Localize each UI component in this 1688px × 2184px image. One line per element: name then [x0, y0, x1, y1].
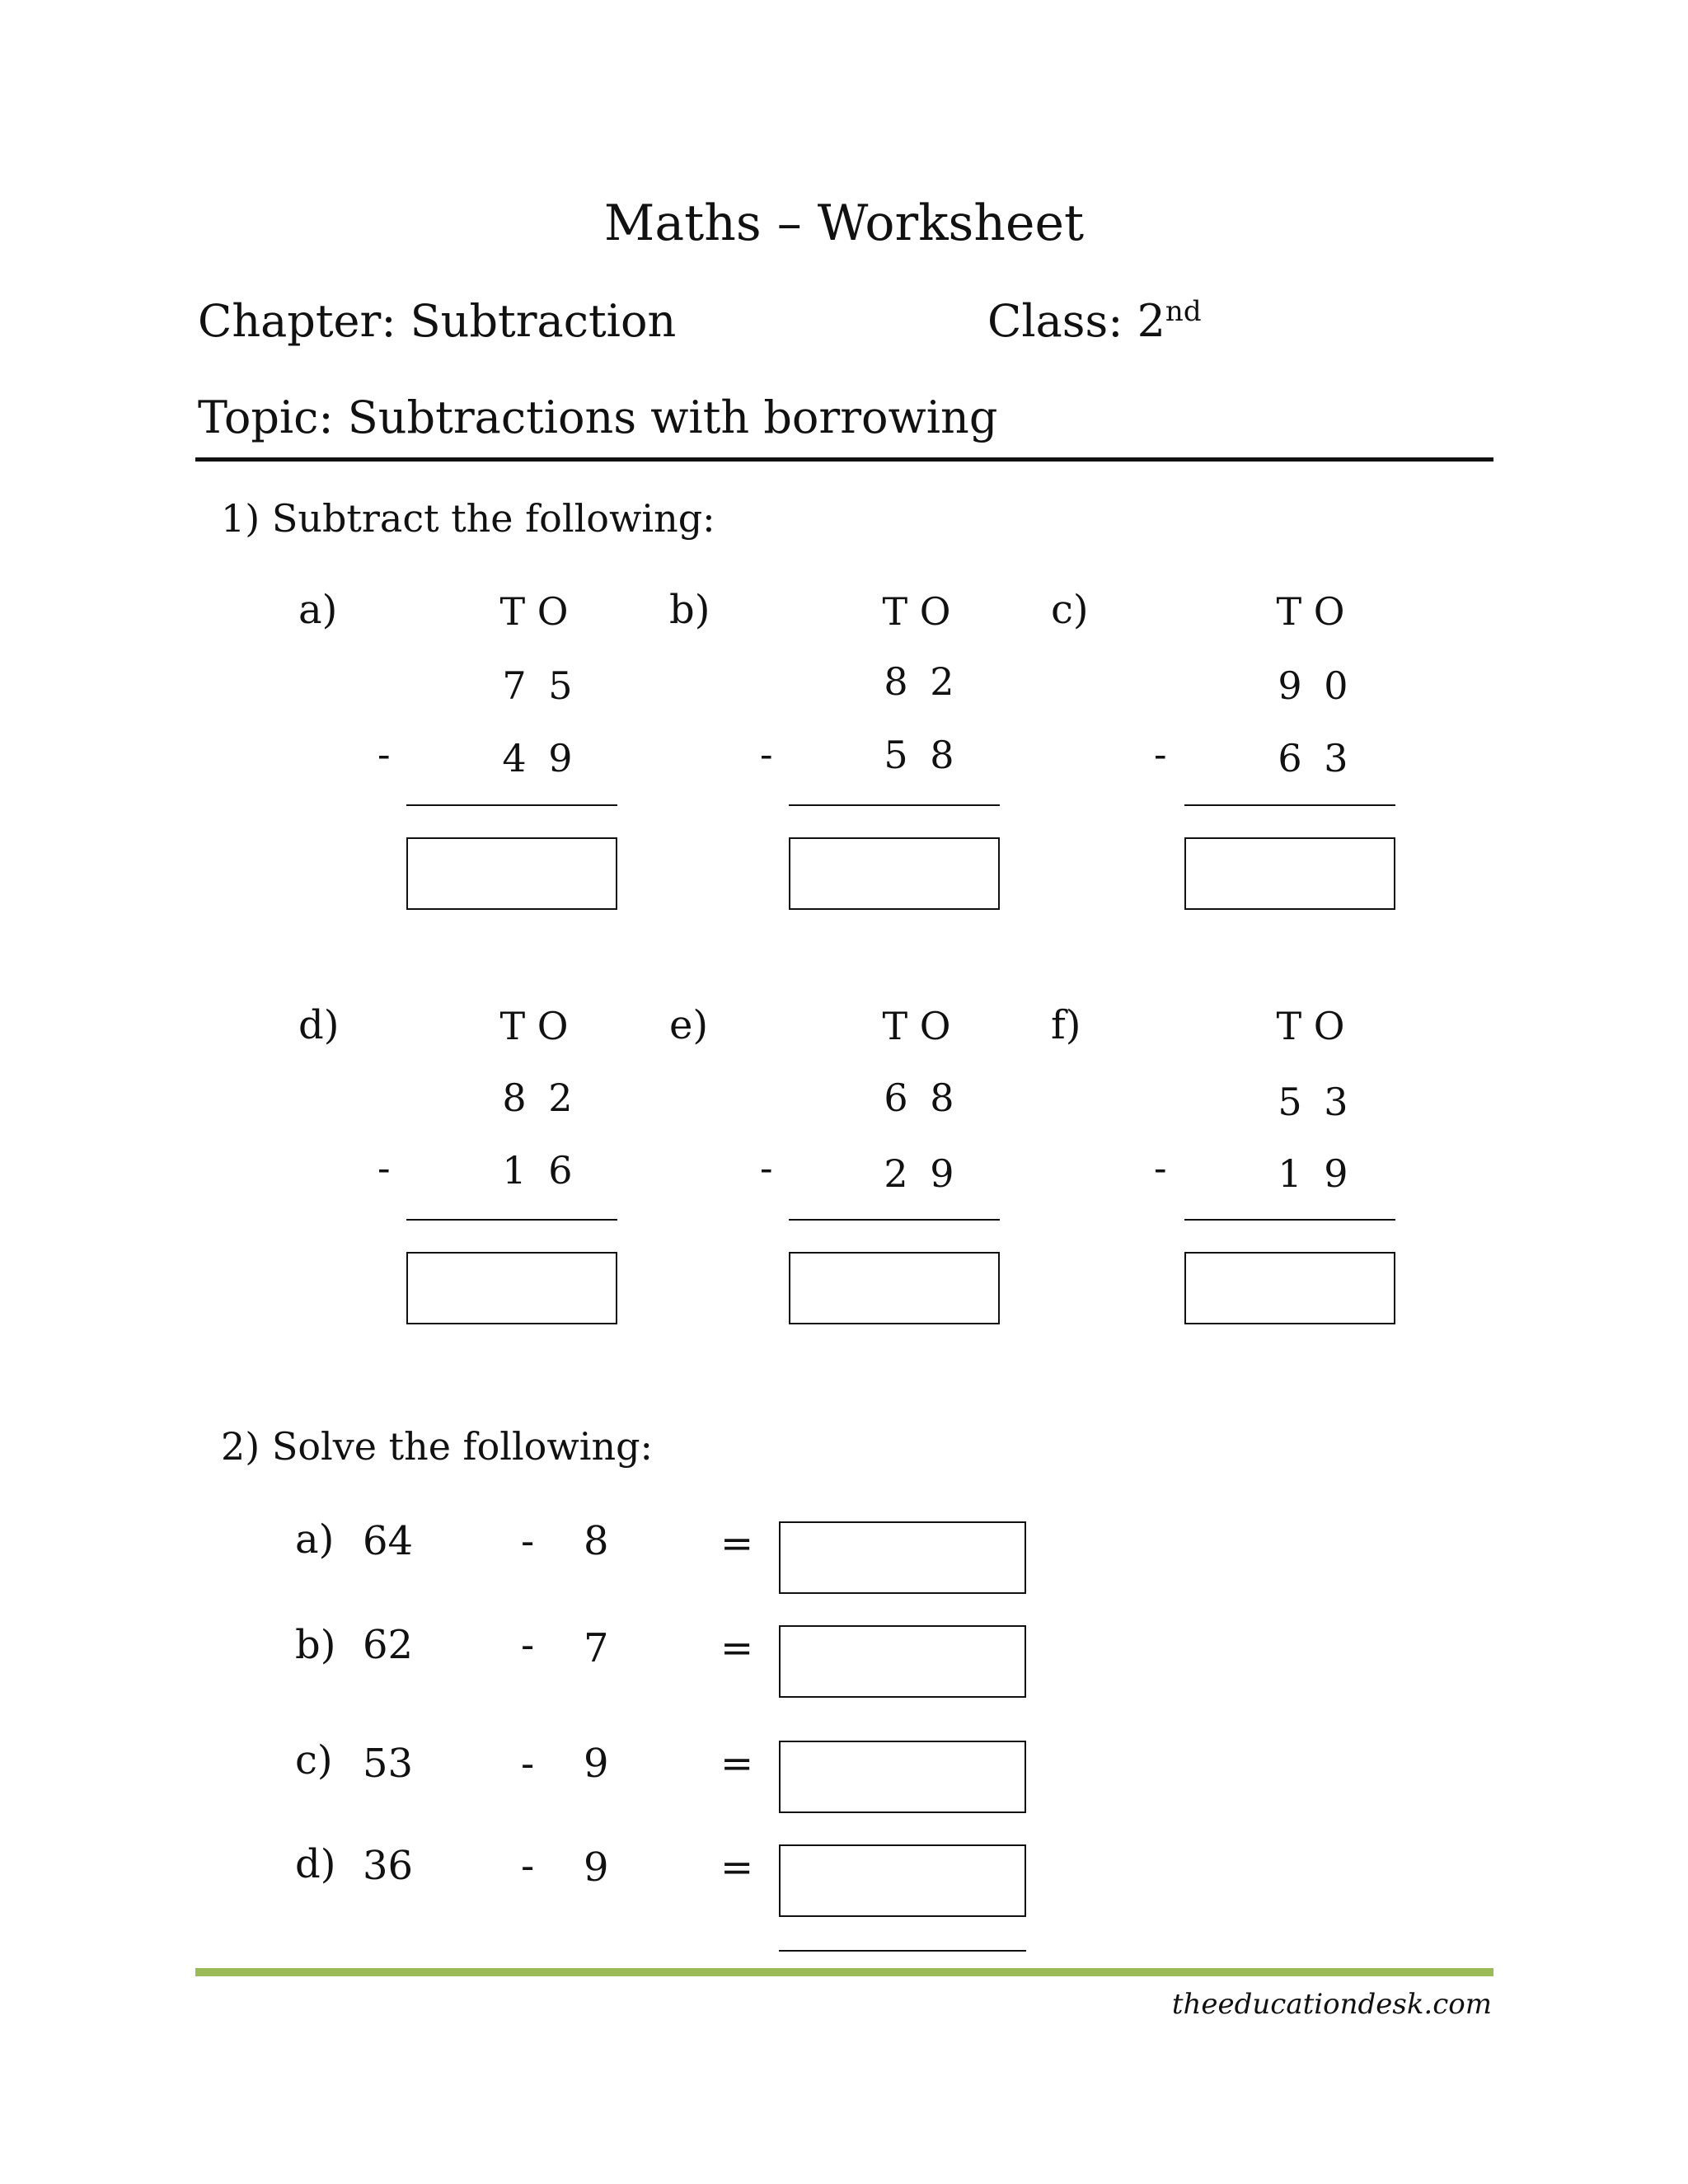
- answer-box[interactable]: [779, 1741, 1026, 1813]
- subtrahend: 6 3: [1278, 736, 1353, 780]
- equals-sign: =: [720, 1741, 754, 1787]
- topic-label: Topic: Subtractions with borrowing: [198, 391, 998, 443]
- equation-minuend: 53: [363, 1741, 414, 1787]
- minuend: 5 3: [1278, 1080, 1353, 1124]
- problem-letter: f): [1051, 1002, 1081, 1048]
- answer-box[interactable]: [779, 1844, 1026, 1917]
- tens-ones-header: T O: [1276, 1004, 1345, 1048]
- minuend: 7 5: [502, 663, 578, 708]
- problem-letter: d): [298, 1002, 340, 1048]
- equation-letter: d): [295, 1841, 336, 1887]
- minus-sign: -: [1154, 1146, 1167, 1190]
- answer-box[interactable]: [406, 1252, 617, 1324]
- class-label: [987, 295, 1202, 347]
- header-divider: [195, 457, 1493, 462]
- equation-subtrahend: 9: [584, 1844, 609, 1891]
- equation-letter: b): [295, 1622, 336, 1668]
- equation-letter: c): [295, 1737, 333, 1783]
- tens-ones-header: T O: [882, 589, 951, 634]
- problem-letter: e): [669, 1002, 709, 1048]
- equation-minuend: 64: [363, 1518, 414, 1564]
- minus-sign: -: [521, 1622, 535, 1668]
- answer-box[interactable]: [789, 837, 1000, 910]
- tens-ones-header: T O: [1276, 589, 1345, 634]
- tens-ones-header: T O: [882, 1004, 951, 1048]
- subtrahend: 4 9: [502, 736, 578, 780]
- minuend: 9 0: [1278, 663, 1353, 708]
- answer-line: [789, 1219, 1000, 1221]
- equals-sign: =: [720, 1844, 754, 1891]
- minus-sign: -: [760, 1146, 773, 1190]
- answer-line: [406, 804, 617, 806]
- equation-minuend: 36: [363, 1843, 414, 1889]
- equation-minuend: 62: [363, 1622, 414, 1668]
- equation-subtrahend: 8: [584, 1518, 609, 1564]
- extra-answer-line: [779, 1950, 1026, 1952]
- minus-sign: -: [760, 732, 773, 776]
- answer-box[interactable]: [779, 1625, 1026, 1698]
- problem-letter: a): [298, 587, 338, 633]
- problem-letter: b): [669, 587, 710, 633]
- minuend: 8 2: [502, 1076, 578, 1120]
- answer-line: [406, 1219, 617, 1221]
- answer-box[interactable]: [1184, 837, 1395, 910]
- footer-site: theeducationdesk.com: [1171, 1988, 1492, 2021]
- equals-sign: =: [720, 1521, 754, 1567]
- page-title: Maths – Worksheet: [603, 194, 1085, 252]
- answer-box[interactable]: [406, 837, 617, 910]
- tens-ones-header: T O: [499, 1004, 569, 1048]
- answer-line: [1184, 804, 1395, 806]
- minus-sign: -: [377, 732, 391, 776]
- equation-subtrahend: 9: [584, 1741, 609, 1787]
- subtrahend: 1 6: [502, 1148, 578, 1193]
- equals-sign: =: [720, 1625, 754, 1671]
- answer-box[interactable]: [1184, 1252, 1395, 1324]
- minus-sign: -: [521, 1518, 535, 1564]
- subtrahend: 5 8: [884, 733, 959, 777]
- equation-subtrahend: 7: [584, 1625, 609, 1671]
- minus-sign: -: [521, 1843, 535, 1889]
- chapter-label: Chapter: Subtraction: [198, 295, 677, 347]
- answer-box[interactable]: [789, 1252, 1000, 1324]
- minuend: 8 2: [884, 659, 959, 704]
- answer-box[interactable]: [779, 1521, 1026, 1594]
- section1-heading: 1) Subtract the following:: [221, 496, 715, 541]
- problem-letter: c): [1051, 587, 1089, 633]
- class-label-text: Class: 2: [987, 295, 1165, 347]
- minuend: 6 8: [884, 1076, 959, 1120]
- answer-line: [789, 804, 1000, 806]
- subtrahend: 1 9: [1278, 1151, 1353, 1196]
- minus-sign: -: [377, 1146, 391, 1190]
- tens-ones-header: T O: [499, 589, 569, 634]
- section2-heading: 2) Solve the following:: [221, 1424, 654, 1469]
- footer-accent-bar: [195, 1968, 1493, 1976]
- equation-letter: a): [295, 1516, 335, 1563]
- subtrahend: 2 9: [884, 1151, 959, 1196]
- answer-line: [1184, 1219, 1395, 1221]
- minus-sign: -: [521, 1741, 535, 1787]
- minus-sign: -: [1154, 732, 1167, 776]
- class-suffix: nd: [1165, 295, 1202, 328]
